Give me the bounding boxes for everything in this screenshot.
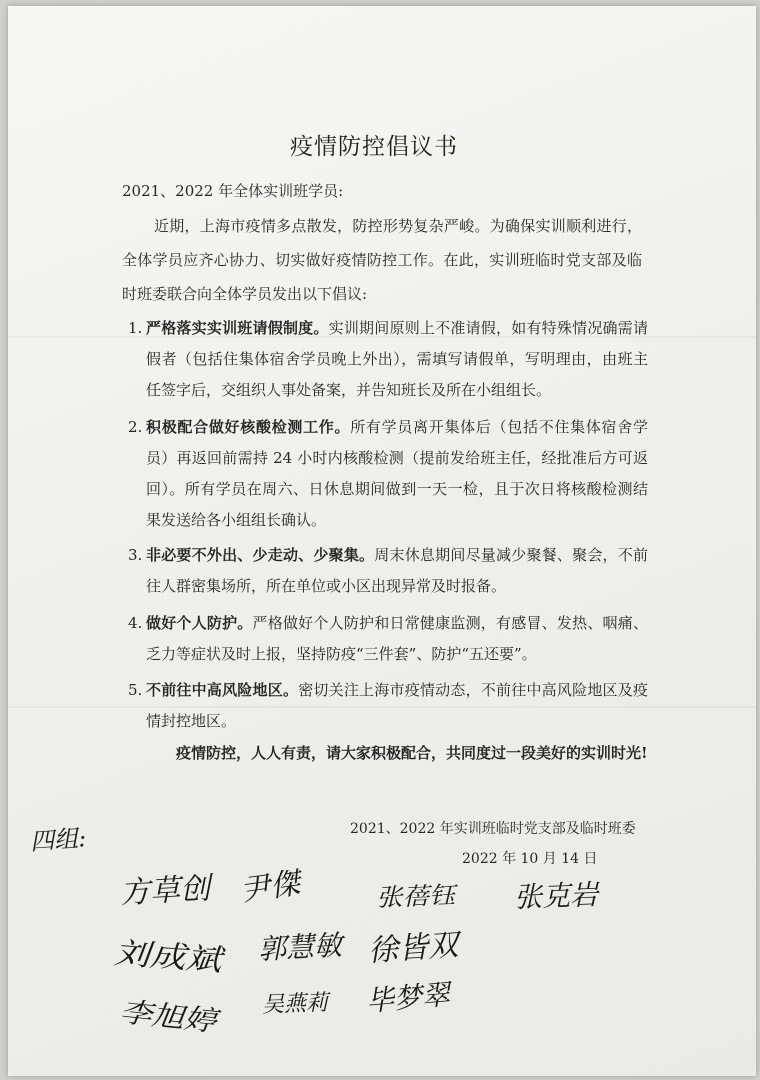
- item-text: 实训期间原则上不准请假，如有特殊情况确需请假者（包括住集体宿舍学员晚上外出），需填写请假单，写明理由，由班主任签字后，交组织人事处备案，并告知班长及所在小组组长。: [146, 319, 648, 399]
- handwritten-group-label: 四组:: [29, 824, 88, 856]
- item-number: 2.: [128, 418, 143, 436]
- handwritten-signature: 张克岩: [513, 878, 599, 914]
- intro-paragraph: 近期，上海市疫情多点散发，防控形势复杂严峻。为确保实训顺利进行，全体学员应齐心协力、切实做好疫情防控工作。在此，实训班临时党支部及临时班委联合向全体学员发出以下倡议:: [122, 217, 642, 303]
- handwritten-signature: 郭慧敏: [257, 928, 343, 966]
- proposal-item-2: [128, 412, 648, 536]
- item-heading: 做好个人防护。: [146, 614, 253, 632]
- item-number: 4.: [128, 614, 143, 632]
- greeting: 2021、2022 年全体实训班学员:: [122, 182, 344, 200]
- item-heading: 严格落实实训班请假制度。: [146, 319, 329, 337]
- handwritten-signature: 徐皆双: [367, 927, 460, 969]
- proposal-item-3: [128, 540, 648, 602]
- proposal-item-5: [128, 675, 648, 737]
- proposal-item-4: [128, 608, 648, 670]
- handwritten-signature: 刘成斌: [112, 936, 223, 979]
- item-heading: 非必要不外出、少走动、少聚集。: [146, 546, 375, 564]
- handwritten-signature: 尹傑: [238, 865, 303, 909]
- item-text: 所有学员离开集体后（包括不住集体宿舍学员）再返回前需持 24 小时内核酸检测（提前发给班主任，经批准后方可返回）。所有学员在周六、日休息期间做到一天一检，且于次日将核酸检测结果发送给各小组组长确认。: [146, 418, 648, 529]
- item-text: 密切关注上海市疫情动态，不前往中高风险地区及疫情封控地区。: [146, 681, 648, 730]
- handwritten-signature: 毕梦翠: [364, 977, 452, 1018]
- item-number: 3.: [128, 546, 143, 564]
- sign-date: 2022 年 10 月 14 日: [462, 851, 598, 867]
- item-number: 5.: [128, 681, 143, 699]
- signatory: 2021、2022 年实训班临时党支部及临时班委: [350, 821, 636, 837]
- item-text: 周末休息期间尽量减少聚餐、聚会，不前往人群密集场所，所在单位或小区出现异常及时报备。: [146, 546, 648, 595]
- item-heading: 积极配合做好核酸检测工作。: [146, 418, 351, 436]
- document-title: 疫情防控倡议书: [290, 134, 458, 160]
- handwritten-signature: 李旭婷: [118, 995, 218, 1039]
- proposal-item-1: [128, 313, 648, 406]
- handwritten-signature: 张蓓钰: [375, 881, 456, 912]
- item-text: 严格做好个人防护和日常健康监测，有感冒、发热、咽痛、乏力等症状及时上报，坚持防疫“三件套”、防护“五还要”。: [146, 614, 648, 663]
- item-number: 1.: [128, 319, 143, 337]
- handwritten-signature: 方草创: [119, 871, 211, 911]
- closing-slogan: 疫情防控，人人有责，请大家积极配合，共同度过一段美好的实训时光!: [176, 744, 648, 762]
- handwritten-signature: 吴燕莉: [261, 990, 329, 1018]
- item-heading: 不前往中高风险地区。: [146, 681, 299, 699]
